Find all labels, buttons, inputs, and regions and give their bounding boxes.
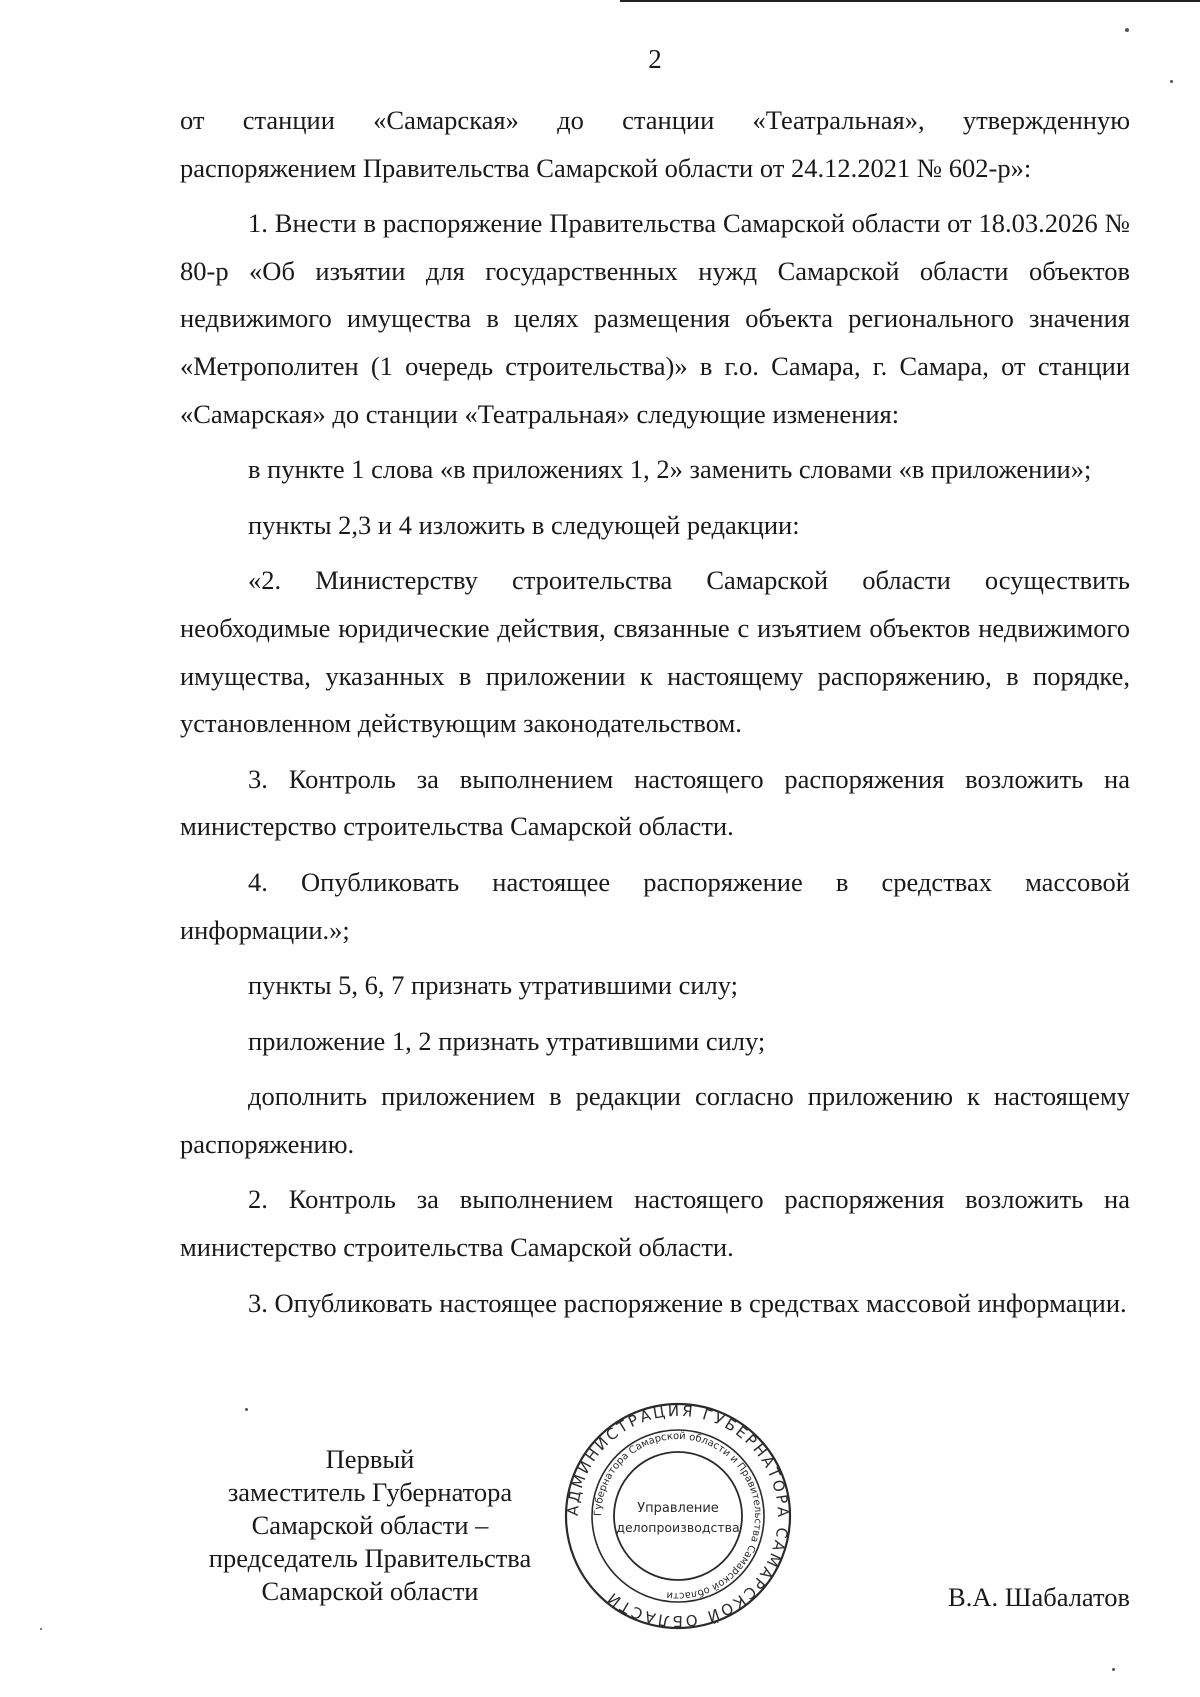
document-body bbox=[180, 97, 1130, 1327]
paragraph-1: 1. Внести в распоряжение Правительства Самарской области от 18.03.2026 № 80-р «Об изъятии для государственных нужд Самарской области объектов недвижимого имущества в целях размещения объекта регионального значения «Метрополитен (1 очередь строительства)» в г.о. Самара, г. Самара, от станции «Самарская» до станции «Театральная» следующие изменения: bbox=[180, 208, 1130, 429]
paragraph-3: пункты 2,3 и 4 изложить в следующей редакции: bbox=[248, 509, 800, 540]
scan-speck bbox=[1125, 28, 1129, 32]
signatory-title-line: Самарской области – bbox=[251, 1510, 489, 1540]
signatory-title bbox=[170, 1443, 570, 1608]
paragraph-4: «2. Министерству строительства Самарской области осуществить необходимые юридические действия, связанные с изъятием объектов недвижимого имущества, указанных в приложении к настоящему распоряжению, в порядке, установленном действующим законодательством. bbox=[180, 565, 1130, 739]
paragraph-7: пункты 5, 6, 7 признать утратившими силу; bbox=[248, 970, 739, 1001]
signatory-name: В.А. Шабалатов bbox=[948, 1582, 1130, 1612]
scan-speck bbox=[1112, 1668, 1115, 1671]
seal-center-line-1: Управление bbox=[637, 1501, 719, 1516]
paragraph-8: приложение 1, 2 признать утратившими силу; bbox=[248, 1025, 766, 1056]
paragraph-9: дополнить приложением в редакции согласно приложению к настоящему распоряжению. bbox=[180, 1081, 1130, 1159]
paragraph-0-line-1: от станции «Самарская» до станции «Театральная», утвержденную bbox=[180, 105, 1130, 135]
seal-center-line-2: делопроизводства bbox=[616, 1520, 740, 1535]
paragraph-10: 2. Контроль за выполнением настоящего распоряжения возложить на министерство строительства Самарской области. bbox=[180, 1184, 1130, 1263]
scan-speck bbox=[40, 1628, 42, 1630]
seal-inner-text: Губернатора Самарской области и Правительства Самарской области bbox=[592, 1430, 764, 1602]
paragraph-2: в пункте 1 слова «в приложениях 1, 2» заменить словами «в приложении»; bbox=[248, 454, 1092, 485]
signatory-title-line: Самарской области bbox=[261, 1576, 479, 1606]
signatory-title-line: заместитель Губернатора bbox=[227, 1477, 513, 1507]
official-seal-stamp bbox=[562, 1400, 794, 1632]
paragraph-6: 4. Опубликовать настоящее распоряжение в средствах массовой информации.»; bbox=[180, 866, 1130, 945]
scan-speck bbox=[1170, 80, 1173, 83]
scan-speck bbox=[245, 1408, 248, 1411]
seal-outer-text: АДМИНИСТРАЦИЯ ГУБЕРНАТОРА САМАРСКОЙ ОБЛАСТИ bbox=[563, 1401, 793, 1631]
paragraph-11: 3. Опубликовать настоящее распоряжение в средствах массовой информации. bbox=[248, 1287, 1127, 1318]
signatory-title-line: Первый bbox=[325, 1444, 415, 1474]
paragraph-0-line-2: распоряжением Правительства Самарской области от 24.12.2021 № 602-р»: bbox=[180, 152, 1032, 183]
page-number: 2 bbox=[648, 44, 662, 74]
top-border-line bbox=[620, 0, 1200, 2]
paragraph-5: 3. Контроль за выполнением настоящего распоряжения возложить на министерство строительства Самарской области. bbox=[180, 763, 1130, 842]
signatory-title-line: председатель Правительства bbox=[208, 1543, 532, 1573]
